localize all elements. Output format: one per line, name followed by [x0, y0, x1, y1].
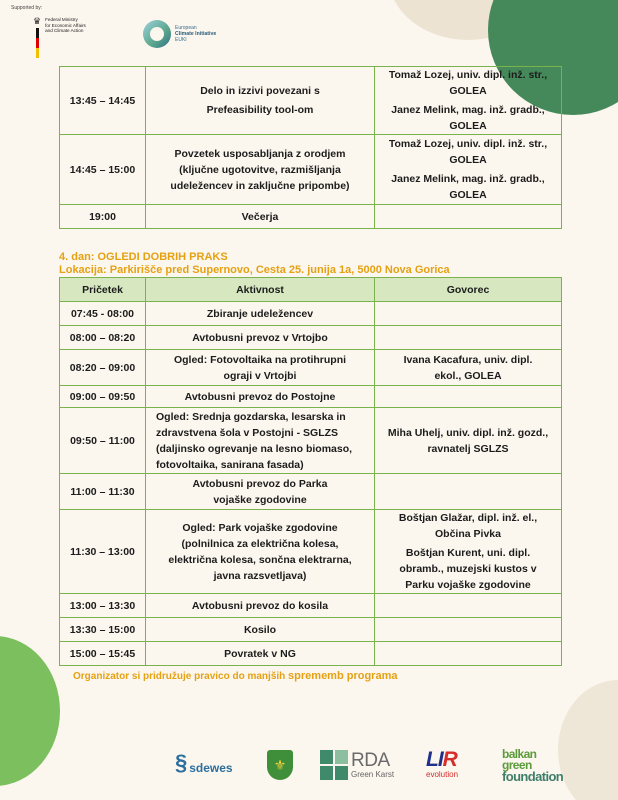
day4-title: 4. dan: OGLEDI DOBRIH PRAKS [59, 251, 228, 263]
time-cell: 15:00 – 15:45 [60, 642, 146, 666]
speaker-cell [375, 474, 562, 510]
eagle-icon: ♛ [33, 16, 42, 26]
table-row [60, 205, 562, 229]
activity-cell: Ogled: Srednja gozdarska, lesarska in zdravstvena šola v Postojni - SGLZS (daljinsko ogrevanje na lesno biomaso, fotovoltaika, sanirana fasada) [146, 408, 375, 474]
euki-mark-icon [143, 20, 171, 48]
time-cell: 07:45 - 08:00 [60, 302, 146, 326]
activity-cell: Povzetek usposabljanja z orodjem (ključne ugotovitve, razmišljanja udeležencev in zaključne pripombe) [146, 135, 375, 205]
speaker-cell [375, 302, 562, 326]
table-row [60, 642, 562, 666]
col-header-start: Pričetek [60, 278, 146, 302]
rda-squares-icon [320, 750, 348, 780]
partner-logos [170, 748, 590, 784]
activity-cell: Zbiranje udeležencev [146, 302, 375, 326]
municipal-crest-icon: ⚜ [267, 750, 293, 780]
german-flag-icon [36, 28, 39, 58]
schedule-table-day3 [59, 66, 562, 229]
speaker-cell [375, 386, 562, 408]
table-row [60, 474, 562, 510]
speaker-cell: Tomaž Lozej, univ. dipl. inž. str., GOLEA Janez Melink, mag. inž. gradb., GOLEA [375, 135, 562, 205]
speaker-cell [375, 594, 562, 618]
table-header-row [60, 278, 562, 302]
time-cell: 19:00 [60, 205, 146, 229]
program-change-note: Organizator si pridružuje pravico do manjših sprememb programa [73, 670, 398, 682]
time-cell: 13:45 – 14:45 [60, 67, 146, 135]
time-cell: 11:00 – 11:30 [60, 474, 146, 510]
bmwk-text: Federal Ministry for Economic Affairs and Climate Action [45, 17, 86, 34]
supported-by-label: Supported by: [11, 5, 43, 11]
time-cell: 11:30 – 13:00 [60, 510, 146, 594]
speaker-cell [375, 642, 562, 666]
activity-cell: Ogled: Fotovoltaika na protihrupni ograji v Vrtojbi [146, 350, 375, 386]
time-cell: 08:00 – 08:20 [60, 326, 146, 350]
time-cell: 09:00 – 09:50 [60, 386, 146, 408]
activity-cell: Avtobusni prevoz do Postojne [146, 386, 375, 408]
time-cell: 09:50 – 11:00 [60, 408, 146, 474]
table-row [60, 510, 562, 594]
speaker-cell [375, 618, 562, 642]
speaker-cell [375, 326, 562, 350]
table-row [60, 326, 562, 350]
euki-logo: European Climate Initiative EUKI [143, 20, 216, 48]
table-row [60, 386, 562, 408]
balkan-green-foundation-logo: balkan green foundation [502, 747, 564, 784]
lir-evolution-logo: LIR evolution [426, 748, 459, 779]
decor-green-circle-bottom-left [0, 636, 60, 786]
table-row [60, 618, 562, 642]
table-row [60, 594, 562, 618]
speaker-cell: Tomaž Lozej, univ. dipl. inž. str., GOLEA Janez Melink, mag. inž. gradb., GOLEA [375, 67, 562, 135]
speaker-cell: Ivana Kacafura, univ. dipl. ekol., GOLEA [375, 350, 562, 386]
speaker-cell: Miha Uhelj, univ. dipl. inž. gozd., ravnatelj SGLZS [375, 408, 562, 474]
table-row [60, 350, 562, 386]
time-cell: 08:20 – 09:00 [60, 350, 146, 386]
table-row [60, 408, 562, 474]
time-cell: 13:30 – 15:00 [60, 618, 146, 642]
col-header-activity: Aktivnost [146, 278, 375, 302]
table-row [60, 135, 562, 205]
time-cell: 14:45 – 15:00 [60, 135, 146, 205]
activity-cell: Avtobusni prevoz do kosila [146, 594, 375, 618]
bmwk-logo [33, 17, 105, 58]
activity-cell: Povratek v NG [146, 642, 375, 666]
table-row [60, 67, 562, 135]
col-header-speaker: Govorec [375, 278, 562, 302]
activity-cell: Avtobusni prevoz do Parka vojaške zgodovine [146, 474, 375, 510]
speaker-cell: Boštjan Glažar, dipl. inž. el., Občina Pivka Boštjan Kurent, uni. dipl. obramb., muzejski kustos v Parku vojaške zgodovine [375, 510, 562, 594]
activity-cell: Kosilo [146, 618, 375, 642]
day4-location: Lokacija: Parkirišče pred Supernovo, Cesta 25. junija 1a, 5000 Nova Gorica [59, 264, 450, 276]
schedule-table-day4 [59, 277, 562, 666]
activity-cell: Delo in izzivi povezani s Prefeasibility tool-om [146, 67, 375, 135]
speaker-cell [375, 205, 562, 229]
activity-cell: Avtobusni prevoz v Vrtojbo [146, 326, 375, 350]
time-cell: 13:00 – 13:30 [60, 594, 146, 618]
sdewes-logo: § sdewes [175, 750, 233, 775]
sdewes-mark-icon: § [175, 750, 188, 775]
rda-green-karst-logo: RDA Green Karst [320, 750, 394, 780]
activity-cell: Večerja [146, 205, 375, 229]
activity-cell: Ogled: Park vojaške zgodovine (polnilnica za električna kolesa, električna kolesa, sončna elektrarna, javna razsvetljava) [146, 510, 375, 594]
table-row [60, 302, 562, 326]
